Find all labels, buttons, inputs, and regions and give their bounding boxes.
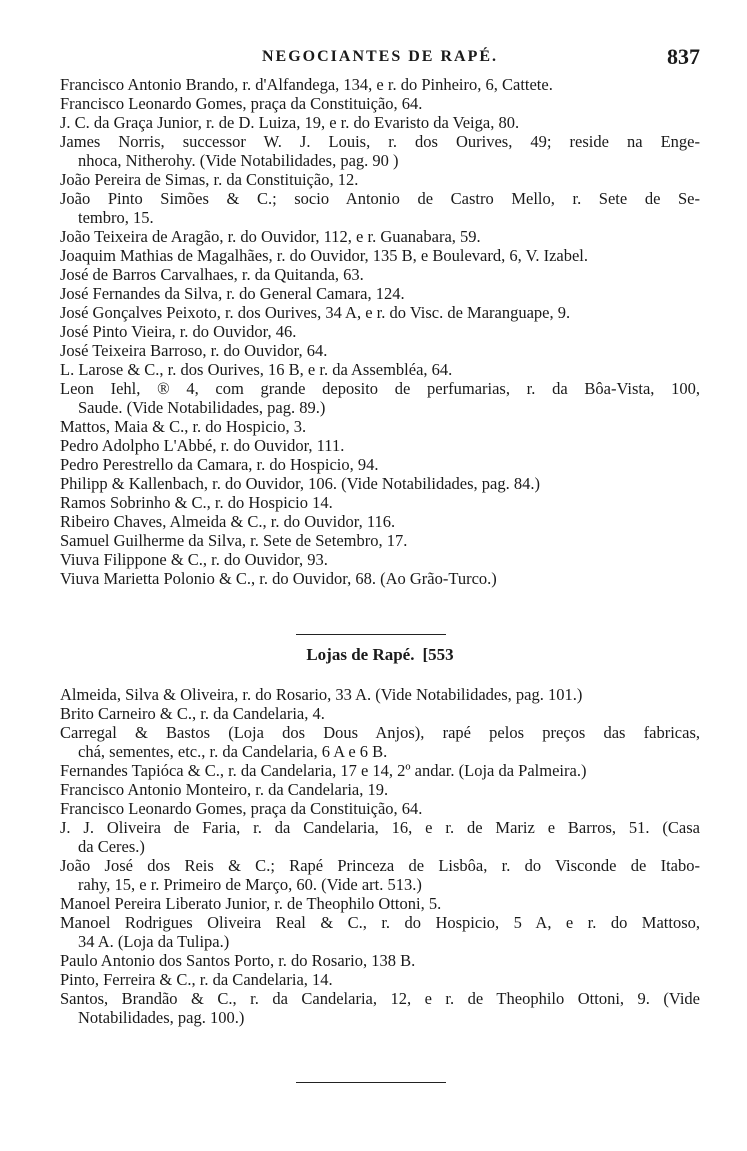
directory-entry	[60, 132, 700, 170]
entry-line: Francisco Antonio Monteiro, r. da Candelaria, 19.	[60, 780, 389, 799]
entry-line: da Ceres.)	[78, 837, 145, 856]
entry-line: Viuva Marietta Polonio & C., r. do Ouvidor, 68. (Ao Grão-Turco.)	[60, 569, 497, 588]
running-title: NEGOCIANTES DE RAPÉ.	[261, 48, 499, 65]
entry-line: José de Barros Carvalhaes, r. da Quitanda, 63.	[60, 265, 364, 284]
entry-line: José Fernandes da Silva, r. do General Camara, 124.	[60, 284, 405, 303]
directory-entry	[60, 360, 700, 379]
directory-entry	[60, 265, 700, 284]
entry-line: Pedro Adolpho L'Abbé, r. do Ouvidor, 111.	[60, 436, 345, 455]
entry-line: Saude. (Vide Notabilidades, pag. 89.)	[78, 398, 326, 417]
entry-line: Fernandes Tapióca & C., r. da Candelaria, 17 e 14, 2º andar. (Loja da Palmeira.)	[60, 761, 587, 780]
section-title: Lojas de Rapé.	[306, 645, 415, 664]
entry-line: José Pinto Vieira, r. do Ouvidor, 46.	[60, 322, 297, 341]
entry-line: João Pereira de Simas, r. da Constituição, 12.	[60, 170, 359, 189]
directory-entry	[60, 989, 700, 1027]
entry-line: Mattos, Maia & C., r. do Hospicio, 3.	[60, 417, 307, 436]
entry-line: J. C. da Graça Junior, r. de D. Luiza, 19, e r. do Evaristo da Veiga, 80.	[60, 113, 520, 132]
directory-entry	[60, 474, 700, 493]
entry-line: José Gonçalves Peixoto, r. dos Ourives, 34 A, e r. do Visc. de Maranguape, 9.	[60, 303, 571, 322]
entry-line: João José dos Reis & C.; Rapé Princeza de Lisbôa, r. do Visconde de Itabo-	[60, 856, 700, 875]
directory-entry	[60, 94, 700, 113]
section-heading	[60, 645, 700, 665]
directory-entry	[60, 493, 700, 512]
entry-line: Francisco Antonio Brando, r. d'Alfandega, 134, e r. do Pinheiro, 6, Cattete.	[60, 75, 553, 94]
directory-entry	[60, 436, 700, 455]
directory-entry	[60, 455, 700, 474]
entry-line: Manoel Rodrigues Oliveira Real & C., r. do Hospicio, 5 A, e r. do Mattoso,	[60, 913, 700, 932]
entry-line: James Norris, successor W. J. Louis, r. dos Ourives, 49; reside na Enge-	[60, 132, 700, 151]
directory-entry	[60, 685, 700, 704]
directory-entry	[60, 569, 700, 588]
page-number: 837	[667, 44, 700, 69]
entry-line: Francisco Leonardo Gomes, praça da Constituição, 64.	[60, 799, 423, 818]
directory-entry	[60, 189, 700, 227]
snuff-merchants-list	[60, 75, 700, 588]
entry-line: Samuel Guilherme da Silva, r. Sete de Setembro, 17.	[60, 531, 408, 550]
section-reference: [553	[422, 645, 454, 664]
snuff-shops-list	[60, 685, 700, 1027]
entry-line: Almeida, Silva & Oliveira, r. do Rosario, 33 A. (Vide Notabilidades, pag. 101.)	[60, 685, 583, 704]
directory-entry	[60, 322, 700, 341]
entry-line: João Pinto Simões & C.; socio Antonio de Castro Mello, r. Sete de Se-	[60, 189, 700, 208]
entry-line: Leon Iehl, ® 4, com grande deposito de perfumarias, r. da Bôa-Vista, 100,	[60, 379, 700, 398]
entry-line: 34 A. (Loja da Tulipa.)	[78, 932, 230, 951]
entry-line: Santos, Brandão & C., r. da Candelaria, 12, e r. de Theophilo Ottoni, 9. (Vide	[60, 989, 700, 1008]
entry-line: Joaquim Mathias de Magalhães, r. do Ouvidor, 135 B, e Boulevard, 6, V. Izabel.	[60, 246, 589, 265]
entry-line: J. J. Oliveira de Faria, r. da Candelaria, 16, e r. de Mariz e Barros, 51. (Casa	[60, 818, 700, 837]
directory-entry	[60, 780, 700, 799]
entry-line: Viuva Filippone & C., r. do Ouvidor, 93.	[60, 550, 328, 569]
entry-line: Paulo Antonio dos Santos Porto, r. do Rosario, 138 B.	[60, 951, 416, 970]
directory-entry	[60, 856, 700, 894]
directory-entry	[60, 113, 700, 132]
entry-line: Francisco Leonardo Gomes, praça da Constituição, 64.	[60, 94, 423, 113]
entry-line: chá, sementes, etc., r. da Candelaria, 6 A e 6 B.	[78, 742, 388, 761]
entry-line: Manoel Pereira Liberato Junior, r. de Theophilo Ottoni, 5.	[60, 894, 442, 913]
entry-line: Pinto, Ferreira & C., r. da Candelaria, 14.	[60, 970, 333, 989]
entry-line: Ramos Sobrinho & C., r. do Hospicio 14.	[60, 493, 333, 512]
directory-entry	[60, 951, 700, 970]
page-header	[60, 44, 700, 74]
entry-line: Pedro Perestrello da Camara, r. do Hospicio, 94.	[60, 455, 379, 474]
directory-entry	[60, 723, 700, 761]
directory-entry	[60, 761, 700, 780]
directory-entry	[60, 246, 700, 265]
directory-entry	[60, 284, 700, 303]
entry-line: Philipp & Kallenbach, r. do Ouvidor, 106. (Vide Notabilidades, pag. 84.)	[60, 474, 540, 493]
directory-entry	[60, 550, 700, 569]
directory-entry	[60, 512, 700, 531]
section-divider	[296, 634, 446, 635]
entry-line: Brito Carneiro & C., r. da Candelaria, 4.	[60, 704, 325, 723]
entry-line: Carregal & Bastos (Loja dos Dous Anjos), rapé pelos preços das fabricas,	[60, 723, 700, 742]
directory-entry	[60, 818, 700, 856]
directory-entry	[60, 75, 700, 94]
directory-entry	[60, 417, 700, 436]
end-divider	[296, 1082, 446, 1083]
entry-line: João Teixeira de Aragão, r. do Ouvidor, 112, e r. Guanabara, 59.	[60, 227, 481, 246]
directory-entry	[60, 531, 700, 550]
directory-entry	[60, 303, 700, 322]
entry-line: rahy, 15, e r. Primeiro de Março, 60. (Vide art. 513.)	[78, 875, 422, 894]
directory-entry	[60, 970, 700, 989]
directory-entry	[60, 913, 700, 951]
directory-entry	[60, 170, 700, 189]
entry-line: José Teixeira Barroso, r. do Ouvidor, 64.	[60, 341, 328, 360]
directory-entry	[60, 799, 700, 818]
entry-line: Notabilidades, pag. 100.)	[78, 1008, 245, 1027]
directory-entry	[60, 341, 700, 360]
entry-line: L. Larose & C., r. dos Ourives, 16 B, e r. da Assembléa, 64.	[60, 360, 453, 379]
entry-line: nhoca, Nitherohy. (Vide Notabilidades, pag. 90 )	[78, 151, 399, 170]
directory-entry	[60, 379, 700, 417]
directory-entry	[60, 894, 700, 913]
entry-line: Ribeiro Chaves, Almeida & C., r. do Ouvidor, 116.	[60, 512, 396, 531]
entry-line: tembro, 15.	[78, 208, 154, 227]
directory-entry	[60, 227, 700, 246]
directory-entry	[60, 704, 700, 723]
